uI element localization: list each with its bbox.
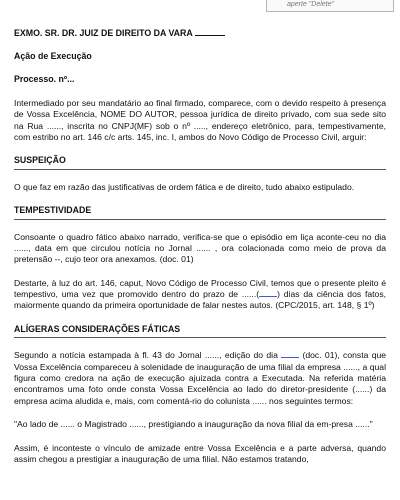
court-address-text: EXMO. SR. DR. JUIZ DE DIREITO DA VARA <box>14 28 193 38</box>
tempestividade-paragraph-1: Consoante o quadro fático abaixo narrado, verifica-se que o episódio em liça aconte-ceu no dia ......, data em que circulou notícia no Jornal ...... , ora colacionada como meio de prova da pretensão --, cujo teor ora anexamos. (doc. 01) <box>14 231 386 265</box>
alegacoes-paragraph-2: Assim, é inconteste o vínculo de amizade entre Vossa Excelência e a parte adversa, quando assim chegou a prestigiar a inauguração de uma filial. Não estamos tratando, <box>14 442 386 464</box>
tempestividade-paragraph-2 <box>14 278 386 312</box>
section-heading-tempestividade: TEMPESTIVIDADE <box>14 205 386 220</box>
delete-hint-note: aperte "Delete" <box>266 0 394 12</box>
section-heading-suspeicao: SUSPEIÇÃO <box>14 155 386 170</box>
intro-paragraph: Intermediado por seu mandatário ao final firmado, comparece, com o devido respeito à presença de Vossa Excelência, NOME DO AUTOR, pessoa jurídica de direito privado, com sua sede sito na Rua ......, inscrita no CNPJ(MF) sob o nº ....., endereço eletrônico, para, tempestivamente, com estribo no art. 146 c/c arts. 145, inc. I, ambos do Novo Código de Processo Civil, arguir: <box>14 97 386 142</box>
court-address-title <box>14 28 386 40</box>
blank-line <box>195 28 225 36</box>
section-heading-alegacoes: ALÍGERAS CONSIDERAÇÕES FÁTICAS <box>14 324 386 339</box>
alegacoes-p1-start: Segundo a notícia estampada à fl. 43 do Jornal ......, edição do dia <box>14 350 278 361</box>
suspeicao-paragraph: O que faz em razão das justificativas de ordem fática e de direito, tudo abaixo estipulado. <box>14 181 355 192</box>
tempestividade-p2-end: ) dias da ciência dos fatos, maiormente quando da primeira oportunidade de falar nestes autos. (CPC/2015, art. 148, § 1º) <box>14 289 387 311</box>
tempestividade-p2-start: Destarte, à luz do art. 146, caput, Novo Código de Processo Civil, temos que o presente pleito é tempestivo, uma vez que promovido dentro do prazo de ......( <box>14 277 386 300</box>
process-number: Processo. nº... <box>14 74 75 85</box>
blue-blank-date <box>281 350 299 358</box>
blue-blank-field <box>259 289 277 297</box>
action-type: Ação de Execução <box>14 50 92 61</box>
alegacoes-paragraph-1 <box>14 350 386 407</box>
alegacoes-quote: "Ao lado de ...... o Magistrado ......, prestigiando a inauguração da nova filial da em-presa ......" <box>14 419 373 430</box>
alegacoes-p1-end: (doc. 01), consta que Vossa Excelência compareceu à solenidade de inauguração de uma filial da empresa ......, a qual figura como credora na ação de execução ajuizada contra a Executada. Na referida matéria encontramos uma foto onde consta Vossa Excelência ao lado do diretor-presidente (......) da empresa acima aludida e, mais, com comentá-rio do colunista ...... nos seguintes termos: <box>14 350 387 406</box>
